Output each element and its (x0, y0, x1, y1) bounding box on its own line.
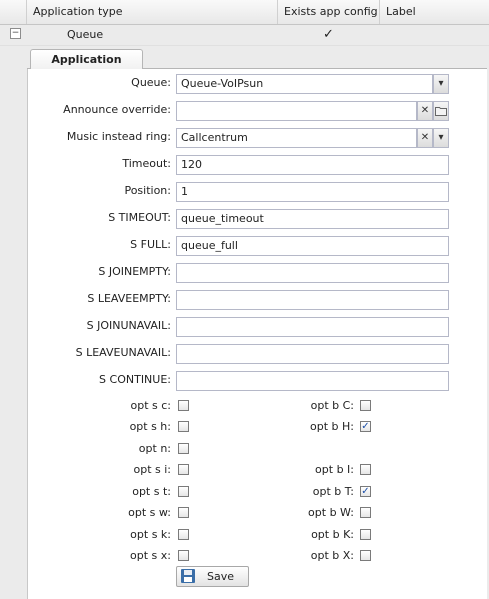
cell-application-type: Queue (67, 28, 104, 41)
opt-b-c-checkbox[interactable] (360, 400, 371, 411)
opt-b-c-label: opt b C: (310, 399, 354, 412)
floppy-disk-icon (181, 569, 195, 583)
opt-s-i-label: opt s i: (133, 463, 171, 476)
s-leaveunavail-field[interactable] (176, 344, 449, 364)
clear-icon[interactable]: ✕ (417, 101, 433, 121)
floppy-disk-label (184, 577, 192, 582)
s-leaveunavail-label: S LEAVEUNAVAIL: (75, 346, 171, 359)
opt-s-w-label: opt s w: (128, 506, 171, 519)
opt-b-x-label: opt b X: (310, 549, 354, 562)
opt-b-t-label: opt b T: (312, 485, 354, 498)
s-continue-label: S CONTINUE: (99, 373, 171, 386)
opt-b-k-checkbox[interactable] (360, 529, 371, 540)
chevron-down-icon[interactable]: ▾ (433, 74, 449, 94)
column-header-exists-app-config[interactable]: Exists app config (278, 0, 380, 24)
opt-s-h-label: opt s h: (129, 420, 171, 433)
queue-combo[interactable]: Queue-VoIPsun (176, 74, 433, 94)
s-leaveempty-label: S LEAVEEMPTY: (87, 292, 171, 305)
opt-s-t-label: opt s t: (132, 485, 171, 498)
s-leaveempty-field[interactable] (176, 290, 449, 310)
checkmark-icon: ✓ (323, 27, 334, 42)
s-joinunavail-field[interactable] (176, 317, 449, 337)
s-timeout-label: S TIMEOUT: (108, 211, 171, 224)
opt-s-i-checkbox[interactable] (178, 464, 189, 475)
opt-b-i-label: opt b I: (315, 463, 354, 476)
folder-icon-glyph (435, 106, 447, 116)
save-button[interactable] (176, 566, 249, 587)
opt-b-t-checkbox[interactable]: ✓ (361, 486, 370, 497)
save-button-label: Save (207, 570, 235, 583)
chevron-down-icon[interactable]: ▾ (433, 128, 449, 148)
opt-s-k-label: opt s k: (130, 528, 171, 541)
opt-b-x-checkbox[interactable] (360, 550, 371, 561)
position-field[interactable]: 1 (176, 182, 449, 202)
opt-s-k-checkbox[interactable] (178, 529, 189, 540)
queue-label: Queue: (131, 76, 171, 89)
s-joinempty-field[interactable] (176, 263, 449, 283)
s-continue-field[interactable] (176, 371, 449, 391)
opt-b-h-label: opt b H: (310, 420, 354, 433)
opt-b-w-checkbox[interactable] (360, 507, 371, 518)
folder-icon[interactable] (433, 101, 449, 121)
tab-application-config[interactable]: Application (30, 49, 143, 69)
s-joinunavail-label: S JOINUNAVAIL: (86, 319, 171, 332)
announce-override-field[interactable] (176, 101, 417, 121)
timeout-field[interactable]: 120 (176, 155, 449, 175)
opt-n-label: opt n: (138, 442, 171, 455)
grid-header (0, 0, 489, 25)
opt-s-x-label: opt s x: (130, 549, 171, 562)
position-label: Position: (124, 184, 171, 197)
opt-b-i-checkbox[interactable] (360, 464, 371, 475)
opt-s-t-checkbox[interactable] (178, 486, 189, 497)
opt-s-x-checkbox[interactable] (178, 550, 189, 561)
clear-icon[interactable]: ✕ (417, 128, 433, 148)
music-instead-ring-combo[interactable]: Callcentrum (176, 128, 417, 148)
floppy-disk-shutter (184, 570, 192, 575)
column-header-label[interactable]: Label (386, 5, 416, 18)
opt-n-checkbox[interactable] (178, 443, 189, 454)
table-row[interactable] (0, 25, 489, 46)
header-expander-column (0, 0, 27, 24)
opt-s-w-checkbox[interactable] (178, 507, 189, 518)
opt-b-w-label: opt b W: (308, 506, 354, 519)
column-header-application-type[interactable]: Application type (27, 0, 278, 24)
s-full-label: S FULL: (130, 238, 171, 251)
form-body (27, 69, 489, 599)
music-instead-ring-label: Music instead ring: (66, 130, 171, 143)
application-config-panel (27, 46, 489, 599)
opt-s-c-label: opt s c: (130, 399, 171, 412)
opt-b-k-label: opt b K: (311, 528, 354, 541)
opt-s-c-checkbox[interactable] (178, 400, 189, 411)
announce-override-label: Announce override: (63, 103, 171, 116)
opt-s-h-checkbox[interactable] (178, 421, 189, 432)
s-timeout-field[interactable]: queue_timeout (176, 209, 449, 229)
timeout-label: Timeout: (122, 157, 171, 170)
row-expander-gutter (0, 46, 27, 599)
collapse-icon[interactable]: − (11, 28, 20, 38)
s-joinempty-label: S JOINEMPTY: (98, 265, 171, 278)
s-full-field[interactable]: queue_full (176, 236, 449, 256)
opt-b-h-checkbox[interactable]: ✓ (361, 421, 370, 432)
